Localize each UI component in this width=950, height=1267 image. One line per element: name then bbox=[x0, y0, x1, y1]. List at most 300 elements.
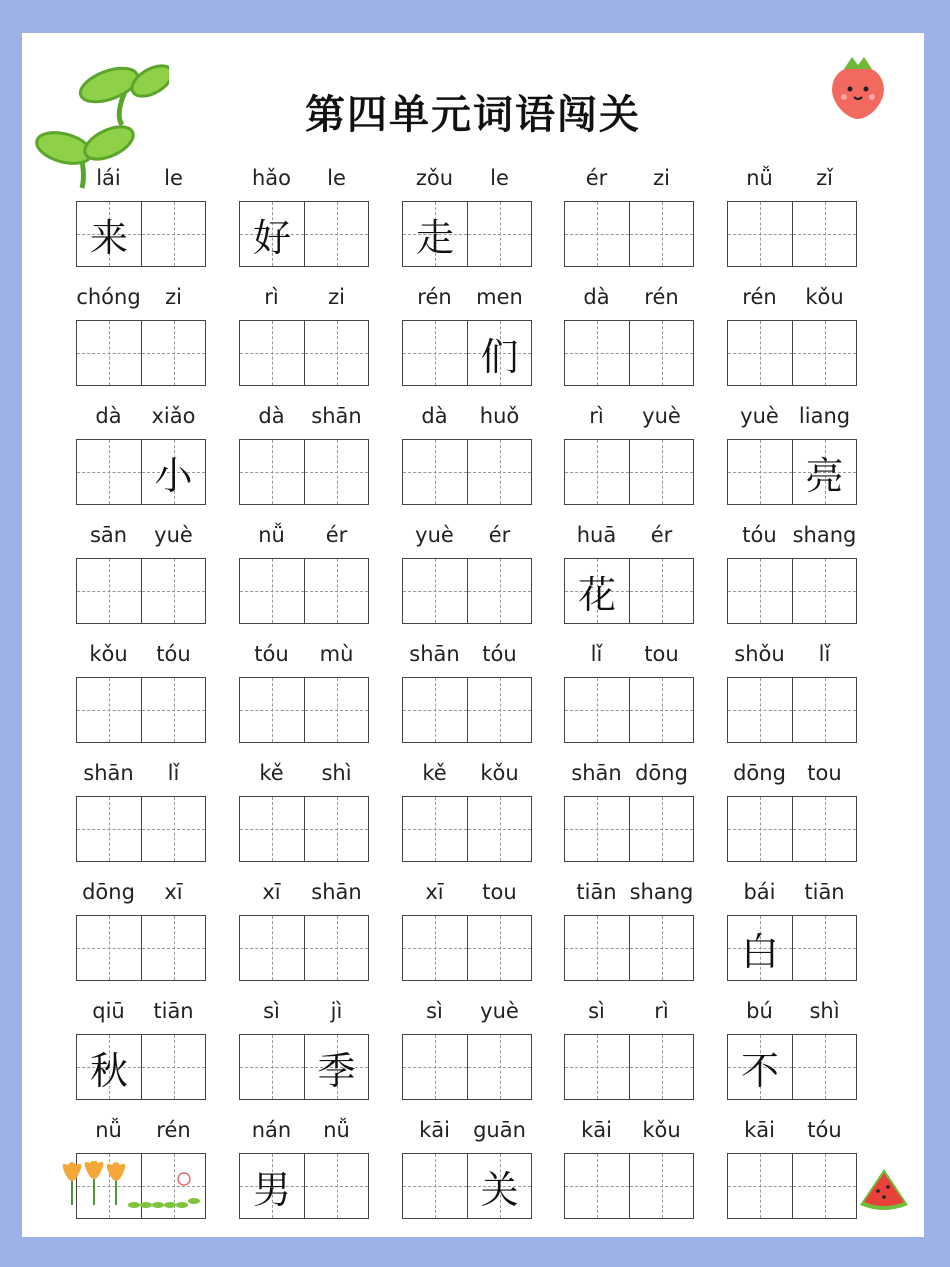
writing-box[interactable] bbox=[403, 321, 467, 385]
hanzi-char bbox=[468, 1035, 531, 1099]
hanzi-char bbox=[305, 440, 368, 504]
writing-box[interactable] bbox=[77, 797, 141, 861]
pinyin-label: kāi bbox=[744, 1118, 775, 1142]
hanzi-char bbox=[630, 678, 693, 742]
tianzige-boxes bbox=[239, 320, 369, 386]
tianzige-boxes bbox=[564, 320, 694, 386]
writing-box[interactable] bbox=[240, 1154, 304, 1218]
hanzi-char bbox=[305, 202, 368, 266]
hanzi-char: 季 bbox=[317, 1048, 356, 1093]
writing-box[interactable] bbox=[728, 559, 792, 623]
tianzige-boxes bbox=[727, 558, 857, 624]
pinyin-label: rì bbox=[654, 999, 669, 1023]
writing-box[interactable] bbox=[629, 440, 693, 504]
worksheet bbox=[22, 33, 924, 1237]
pinyin-label: lái bbox=[96, 166, 121, 190]
writing-box[interactable] bbox=[792, 321, 856, 385]
hanzi-char: 来 bbox=[89, 215, 128, 260]
pinyin-label: hǎo bbox=[251, 166, 292, 190]
writing-box[interactable] bbox=[565, 559, 629, 623]
hanzi-char bbox=[77, 321, 141, 385]
word-item bbox=[239, 282, 369, 392]
pinyin-label: tóu bbox=[742, 523, 777, 547]
writing-box[interactable] bbox=[728, 678, 792, 742]
word-item bbox=[564, 996, 694, 1106]
word-item bbox=[239, 401, 369, 511]
tianzige-boxes bbox=[727, 677, 857, 743]
hanzi-char bbox=[142, 321, 205, 385]
tianzige-boxes bbox=[564, 677, 694, 743]
writing-box[interactable] bbox=[792, 559, 856, 623]
hanzi-char bbox=[142, 202, 205, 266]
pinyin-label: huā bbox=[576, 523, 617, 547]
hanzi-char bbox=[240, 440, 304, 504]
writing-box[interactable] bbox=[141, 321, 205, 385]
writing-box[interactable] bbox=[240, 1035, 304, 1099]
hanzi-char: 小 bbox=[154, 453, 193, 498]
pinyin-label: liang bbox=[798, 404, 851, 428]
writing-box[interactable] bbox=[629, 797, 693, 861]
pinyin-label: bú bbox=[746, 999, 773, 1023]
writing-box[interactable] bbox=[728, 797, 792, 861]
hanzi-char: 男 bbox=[252, 1167, 291, 1212]
tianzige-boxes bbox=[239, 439, 369, 505]
writing-box[interactable] bbox=[728, 440, 792, 504]
writing-box[interactable] bbox=[77, 916, 141, 980]
hanzi-char: 们 bbox=[480, 334, 519, 379]
writing-box[interactable] bbox=[77, 1035, 141, 1099]
word-item bbox=[402, 282, 532, 392]
writing-box[interactable] bbox=[141, 440, 205, 504]
word-item bbox=[727, 877, 857, 987]
pinyin-label: bái bbox=[743, 880, 776, 904]
hanzi-char bbox=[565, 678, 629, 742]
hanzi-char bbox=[403, 1154, 467, 1218]
hanzi-char bbox=[793, 1154, 856, 1218]
writing-box[interactable] bbox=[403, 1035, 467, 1099]
word-item bbox=[76, 163, 206, 273]
writing-box[interactable] bbox=[403, 797, 467, 861]
hanzi-char bbox=[793, 321, 856, 385]
writing-box[interactable] bbox=[467, 678, 531, 742]
hanzi-char bbox=[240, 321, 304, 385]
writing-box[interactable] bbox=[240, 321, 304, 385]
hanzi-char bbox=[728, 797, 792, 861]
pinyin-label: huǒ bbox=[479, 404, 520, 428]
hanzi-char bbox=[468, 678, 531, 742]
tianzige-boxes bbox=[727, 796, 857, 862]
pinyin-label: guān bbox=[473, 1118, 526, 1142]
tianzige-boxes bbox=[727, 1034, 857, 1100]
writing-box[interactable] bbox=[467, 916, 531, 980]
writing-box[interactable] bbox=[467, 797, 531, 861]
hanzi-char bbox=[468, 797, 531, 861]
pinyin-label: nǚ bbox=[323, 1118, 350, 1142]
tianzige-boxes bbox=[564, 1153, 694, 1219]
writing-box[interactable] bbox=[565, 321, 629, 385]
word-item bbox=[76, 520, 206, 630]
writing-box[interactable] bbox=[304, 1035, 368, 1099]
hanzi-char bbox=[630, 916, 693, 980]
word-item bbox=[564, 1115, 694, 1225]
writing-box[interactable] bbox=[77, 321, 141, 385]
hanzi-char: 花 bbox=[577, 572, 616, 617]
word-item bbox=[402, 996, 532, 1106]
writing-box[interactable] bbox=[467, 440, 531, 504]
pinyin-label: tiān bbox=[153, 999, 194, 1023]
writing-box[interactable] bbox=[141, 916, 205, 980]
word-item bbox=[76, 758, 206, 868]
writing-box[interactable] bbox=[565, 202, 629, 266]
writing-box[interactable] bbox=[240, 559, 304, 623]
pinyin-label: kě bbox=[259, 761, 284, 785]
hanzi-char bbox=[77, 678, 141, 742]
word-item bbox=[402, 758, 532, 868]
pinyin-label: sān bbox=[89, 523, 128, 547]
pinyin-label: kāi bbox=[581, 1118, 612, 1142]
word-item bbox=[402, 401, 532, 511]
word-item bbox=[727, 401, 857, 511]
tianzige-boxes bbox=[564, 439, 694, 505]
tianzige-boxes bbox=[76, 677, 206, 743]
hanzi-char bbox=[468, 202, 531, 266]
hanzi-char bbox=[565, 321, 629, 385]
pinyin-label: zi bbox=[328, 285, 345, 309]
word-item bbox=[76, 996, 206, 1106]
pinyin-label: le bbox=[164, 166, 183, 190]
hanzi-char bbox=[305, 797, 368, 861]
writing-box[interactable] bbox=[467, 202, 531, 266]
writing-box[interactable] bbox=[403, 1154, 467, 1218]
hanzi-char bbox=[77, 559, 141, 623]
tianzige-boxes bbox=[239, 915, 369, 981]
word-item bbox=[727, 163, 857, 273]
tianzige-boxes bbox=[564, 201, 694, 267]
hanzi-char bbox=[142, 559, 205, 623]
pinyin-label: zǐ bbox=[816, 166, 833, 190]
hanzi-char bbox=[240, 1035, 304, 1099]
hanzi-char bbox=[468, 559, 531, 623]
word-item bbox=[564, 877, 694, 987]
pinyin-label: shān bbox=[409, 642, 460, 666]
pinyin-label: lǐ bbox=[818, 642, 831, 666]
tianzige-boxes bbox=[564, 558, 694, 624]
pinyin-label: jì bbox=[330, 999, 343, 1023]
hanzi-char: 白 bbox=[740, 929, 779, 974]
pinyin-label: xiǎo bbox=[151, 404, 196, 428]
hanzi-char bbox=[403, 797, 467, 861]
writing-box[interactable] bbox=[141, 797, 205, 861]
hanzi-char bbox=[305, 559, 368, 623]
tianzige-boxes bbox=[727, 201, 857, 267]
tianzige-boxes bbox=[402, 1153, 532, 1219]
writing-box[interactable] bbox=[792, 916, 856, 980]
writing-box[interactable] bbox=[467, 1154, 531, 1218]
tianzige-boxes bbox=[76, 915, 206, 981]
pinyin-label: sì bbox=[263, 999, 280, 1023]
writing-box[interactable] bbox=[304, 559, 368, 623]
hanzi-char bbox=[77, 797, 141, 861]
hanzi-char bbox=[403, 559, 467, 623]
hanzi-char bbox=[630, 1154, 693, 1218]
pinyin-label: tou bbox=[644, 642, 679, 666]
writing-box[interactable] bbox=[240, 678, 304, 742]
pinyin-label: tóu bbox=[482, 642, 517, 666]
pinyin-label: ér bbox=[325, 523, 348, 547]
word-item bbox=[402, 877, 532, 987]
word-item bbox=[76, 877, 206, 987]
writing-box[interactable] bbox=[240, 202, 304, 266]
writing-box[interactable] bbox=[141, 678, 205, 742]
pinyin-label: ér bbox=[650, 523, 673, 547]
tianzige-boxes bbox=[239, 796, 369, 862]
hanzi-char: 亮 bbox=[805, 453, 844, 498]
word-item bbox=[564, 401, 694, 511]
pinyin-label: yuè bbox=[480, 999, 519, 1023]
pinyin-label: rén bbox=[644, 285, 679, 309]
writing-box[interactable] bbox=[403, 559, 467, 623]
writing-box[interactable] bbox=[565, 440, 629, 504]
hanzi-char bbox=[305, 678, 368, 742]
writing-box[interactable] bbox=[77, 559, 141, 623]
hanzi-char bbox=[793, 202, 856, 266]
writing-box[interactable] bbox=[403, 678, 467, 742]
pinyin-label: dà bbox=[258, 404, 285, 428]
hanzi-char bbox=[728, 321, 792, 385]
hanzi-char bbox=[565, 797, 629, 861]
word-item bbox=[239, 639, 369, 749]
pinyin-label: chóng bbox=[76, 285, 141, 309]
hanzi-char bbox=[728, 678, 792, 742]
word-item bbox=[727, 282, 857, 392]
tianzige-boxes bbox=[76, 201, 206, 267]
writing-box[interactable] bbox=[792, 440, 856, 504]
page-title: 第四单元词语闯关 bbox=[305, 92, 641, 138]
pinyin-label: shān bbox=[311, 404, 362, 428]
writing-box[interactable] bbox=[467, 321, 531, 385]
hanzi-char bbox=[565, 440, 629, 504]
word-item bbox=[239, 758, 369, 868]
pinyin-label: kāi bbox=[419, 1118, 450, 1142]
writing-box[interactable] bbox=[304, 321, 368, 385]
pinyin-label: tóu bbox=[807, 1118, 842, 1142]
word-item bbox=[239, 1115, 369, 1225]
writing-box[interactable] bbox=[629, 1035, 693, 1099]
hanzi-char: 不 bbox=[740, 1048, 779, 1093]
tianzige-boxes bbox=[239, 677, 369, 743]
writing-box[interactable] bbox=[565, 916, 629, 980]
hanzi-char bbox=[793, 916, 856, 980]
writing-box[interactable] bbox=[304, 916, 368, 980]
pinyin-label: shān bbox=[83, 761, 134, 785]
pinyin-label: rén bbox=[417, 285, 452, 309]
hanzi-char bbox=[77, 440, 141, 504]
hanzi-char: 走 bbox=[415, 215, 454, 260]
pinyin-label: qiū bbox=[92, 999, 125, 1023]
writing-box[interactable] bbox=[728, 321, 792, 385]
writing-box[interactable] bbox=[141, 202, 205, 266]
pinyin-label: tóu bbox=[254, 642, 289, 666]
writing-box[interactable] bbox=[728, 202, 792, 266]
writing-box[interactable] bbox=[240, 797, 304, 861]
tianzige-boxes bbox=[76, 558, 206, 624]
word-item bbox=[564, 758, 694, 868]
writing-box[interactable] bbox=[629, 202, 693, 266]
writing-box[interactable] bbox=[629, 559, 693, 623]
tianzige-boxes bbox=[402, 1034, 532, 1100]
pinyin-label: lǐ bbox=[590, 642, 603, 666]
pinyin-label: kǒu bbox=[89, 642, 128, 666]
word-item bbox=[402, 639, 532, 749]
pinyin-label: ér bbox=[585, 166, 608, 190]
writing-box[interactable] bbox=[728, 916, 792, 980]
pinyin-label: dōng bbox=[82, 880, 135, 904]
word-item bbox=[402, 1115, 532, 1225]
word-item bbox=[727, 520, 857, 630]
pinyin-label: yuè bbox=[642, 404, 681, 428]
word-item bbox=[239, 877, 369, 987]
word-item bbox=[402, 520, 532, 630]
hanzi-char bbox=[403, 916, 467, 980]
writing-box[interactable] bbox=[403, 202, 467, 266]
hanzi-char bbox=[240, 797, 304, 861]
writing-box[interactable] bbox=[141, 1035, 205, 1099]
pinyin-label: shān bbox=[311, 880, 362, 904]
pinyin-label: shì bbox=[321, 761, 352, 785]
writing-box[interactable] bbox=[792, 678, 856, 742]
hanzi-char bbox=[630, 559, 693, 623]
pinyin-label: nǚ bbox=[258, 523, 285, 547]
writing-box[interactable] bbox=[565, 1035, 629, 1099]
writing-box[interactable] bbox=[629, 1154, 693, 1218]
pinyin-label: le bbox=[490, 166, 509, 190]
hanzi-char bbox=[403, 678, 467, 742]
writing-box[interactable] bbox=[728, 1035, 792, 1099]
hanzi-char bbox=[565, 202, 629, 266]
pinyin-label: tóu bbox=[156, 642, 191, 666]
word-item bbox=[727, 758, 857, 868]
pinyin-label: rì bbox=[589, 404, 604, 428]
pinyin-label: nán bbox=[251, 1118, 292, 1142]
writing-box[interactable] bbox=[403, 440, 467, 504]
writing-box[interactable] bbox=[77, 678, 141, 742]
writing-box[interactable] bbox=[629, 678, 693, 742]
pinyin-label: xī bbox=[262, 880, 281, 904]
writing-box[interactable] bbox=[304, 797, 368, 861]
pinyin-label: zǒu bbox=[415, 166, 454, 190]
writing-box[interactable] bbox=[565, 1154, 629, 1218]
tianzige-boxes bbox=[239, 558, 369, 624]
hanzi-char bbox=[793, 797, 856, 861]
pinyin-label: kǒu bbox=[805, 285, 844, 309]
hanzi-char bbox=[240, 559, 304, 623]
tianzige-boxes bbox=[402, 439, 532, 505]
tianzige-boxes bbox=[564, 1034, 694, 1100]
writing-box[interactable] bbox=[629, 916, 693, 980]
writing-box[interactable] bbox=[304, 202, 368, 266]
pinyin-label: tou bbox=[482, 880, 517, 904]
tianzige-boxes bbox=[564, 796, 694, 862]
writing-box[interactable] bbox=[565, 678, 629, 742]
pinyin-label: yuè bbox=[740, 404, 779, 428]
pinyin-label: shān bbox=[571, 761, 622, 785]
pinyin-label: kǒu bbox=[480, 761, 519, 785]
hanzi-char bbox=[565, 1035, 629, 1099]
pinyin-label: tou bbox=[807, 761, 842, 785]
hanzi-char bbox=[793, 559, 856, 623]
tianzige-boxes bbox=[402, 558, 532, 624]
pinyin-label: ér bbox=[488, 523, 511, 547]
writing-box[interactable] bbox=[792, 797, 856, 861]
hanzi-char bbox=[728, 202, 792, 266]
writing-box[interactable] bbox=[792, 1154, 856, 1218]
writing-box[interactable] bbox=[629, 321, 693, 385]
word-item bbox=[727, 996, 857, 1106]
watermelon-icon bbox=[856, 1165, 912, 1213]
writing-box[interactable] bbox=[141, 559, 205, 623]
word-grid bbox=[22, 33, 924, 1237]
writing-box[interactable] bbox=[77, 202, 141, 266]
hanzi-char bbox=[630, 321, 693, 385]
pinyin-label: kě bbox=[422, 761, 447, 785]
writing-box[interactable] bbox=[77, 440, 141, 504]
pinyin-label: dà bbox=[95, 404, 122, 428]
hanzi-char: 关 bbox=[480, 1167, 519, 1212]
writing-box[interactable] bbox=[240, 440, 304, 504]
tianzige-boxes bbox=[727, 439, 857, 505]
hanzi-char bbox=[142, 678, 205, 742]
word-item bbox=[402, 163, 532, 273]
pinyin-label: men bbox=[476, 285, 523, 309]
pinyin-label: sì bbox=[426, 999, 443, 1023]
hanzi-char bbox=[240, 678, 304, 742]
writing-box[interactable] bbox=[240, 916, 304, 980]
tianzige-boxes bbox=[76, 796, 206, 862]
tianzige-boxes bbox=[564, 915, 694, 981]
tianzige-boxes bbox=[239, 1153, 369, 1219]
writing-box[interactable] bbox=[792, 1035, 856, 1099]
pinyin-label: rén bbox=[156, 1118, 191, 1142]
tianzige-boxes bbox=[402, 320, 532, 386]
hanzi-char bbox=[630, 202, 693, 266]
hanzi-char bbox=[403, 1035, 467, 1099]
hanzi-char bbox=[793, 1035, 856, 1099]
writing-box[interactable] bbox=[403, 916, 467, 980]
tianzige-boxes bbox=[76, 439, 206, 505]
pinyin-label: yuè bbox=[154, 523, 193, 547]
pinyin-label: shǒu bbox=[734, 642, 785, 666]
tianzige-boxes bbox=[402, 201, 532, 267]
pinyin-label: tiān bbox=[576, 880, 617, 904]
hanzi-char bbox=[630, 440, 693, 504]
writing-box[interactable] bbox=[304, 678, 368, 742]
writing-box[interactable] bbox=[565, 797, 629, 861]
hanzi-char bbox=[728, 559, 792, 623]
writing-box[interactable] bbox=[304, 440, 368, 504]
writing-box[interactable] bbox=[728, 1154, 792, 1218]
hanzi-char bbox=[468, 916, 531, 980]
hanzi-char bbox=[565, 916, 629, 980]
writing-box[interactable] bbox=[467, 1035, 531, 1099]
hanzi-char: 好 bbox=[252, 215, 291, 260]
word-item bbox=[727, 1115, 857, 1225]
pinyin-label: sì bbox=[588, 999, 605, 1023]
writing-box[interactable] bbox=[467, 559, 531, 623]
writing-box[interactable] bbox=[792, 202, 856, 266]
pinyin-label: dōng bbox=[733, 761, 786, 785]
writing-box[interactable] bbox=[304, 1154, 368, 1218]
tianzige-boxes bbox=[402, 915, 532, 981]
